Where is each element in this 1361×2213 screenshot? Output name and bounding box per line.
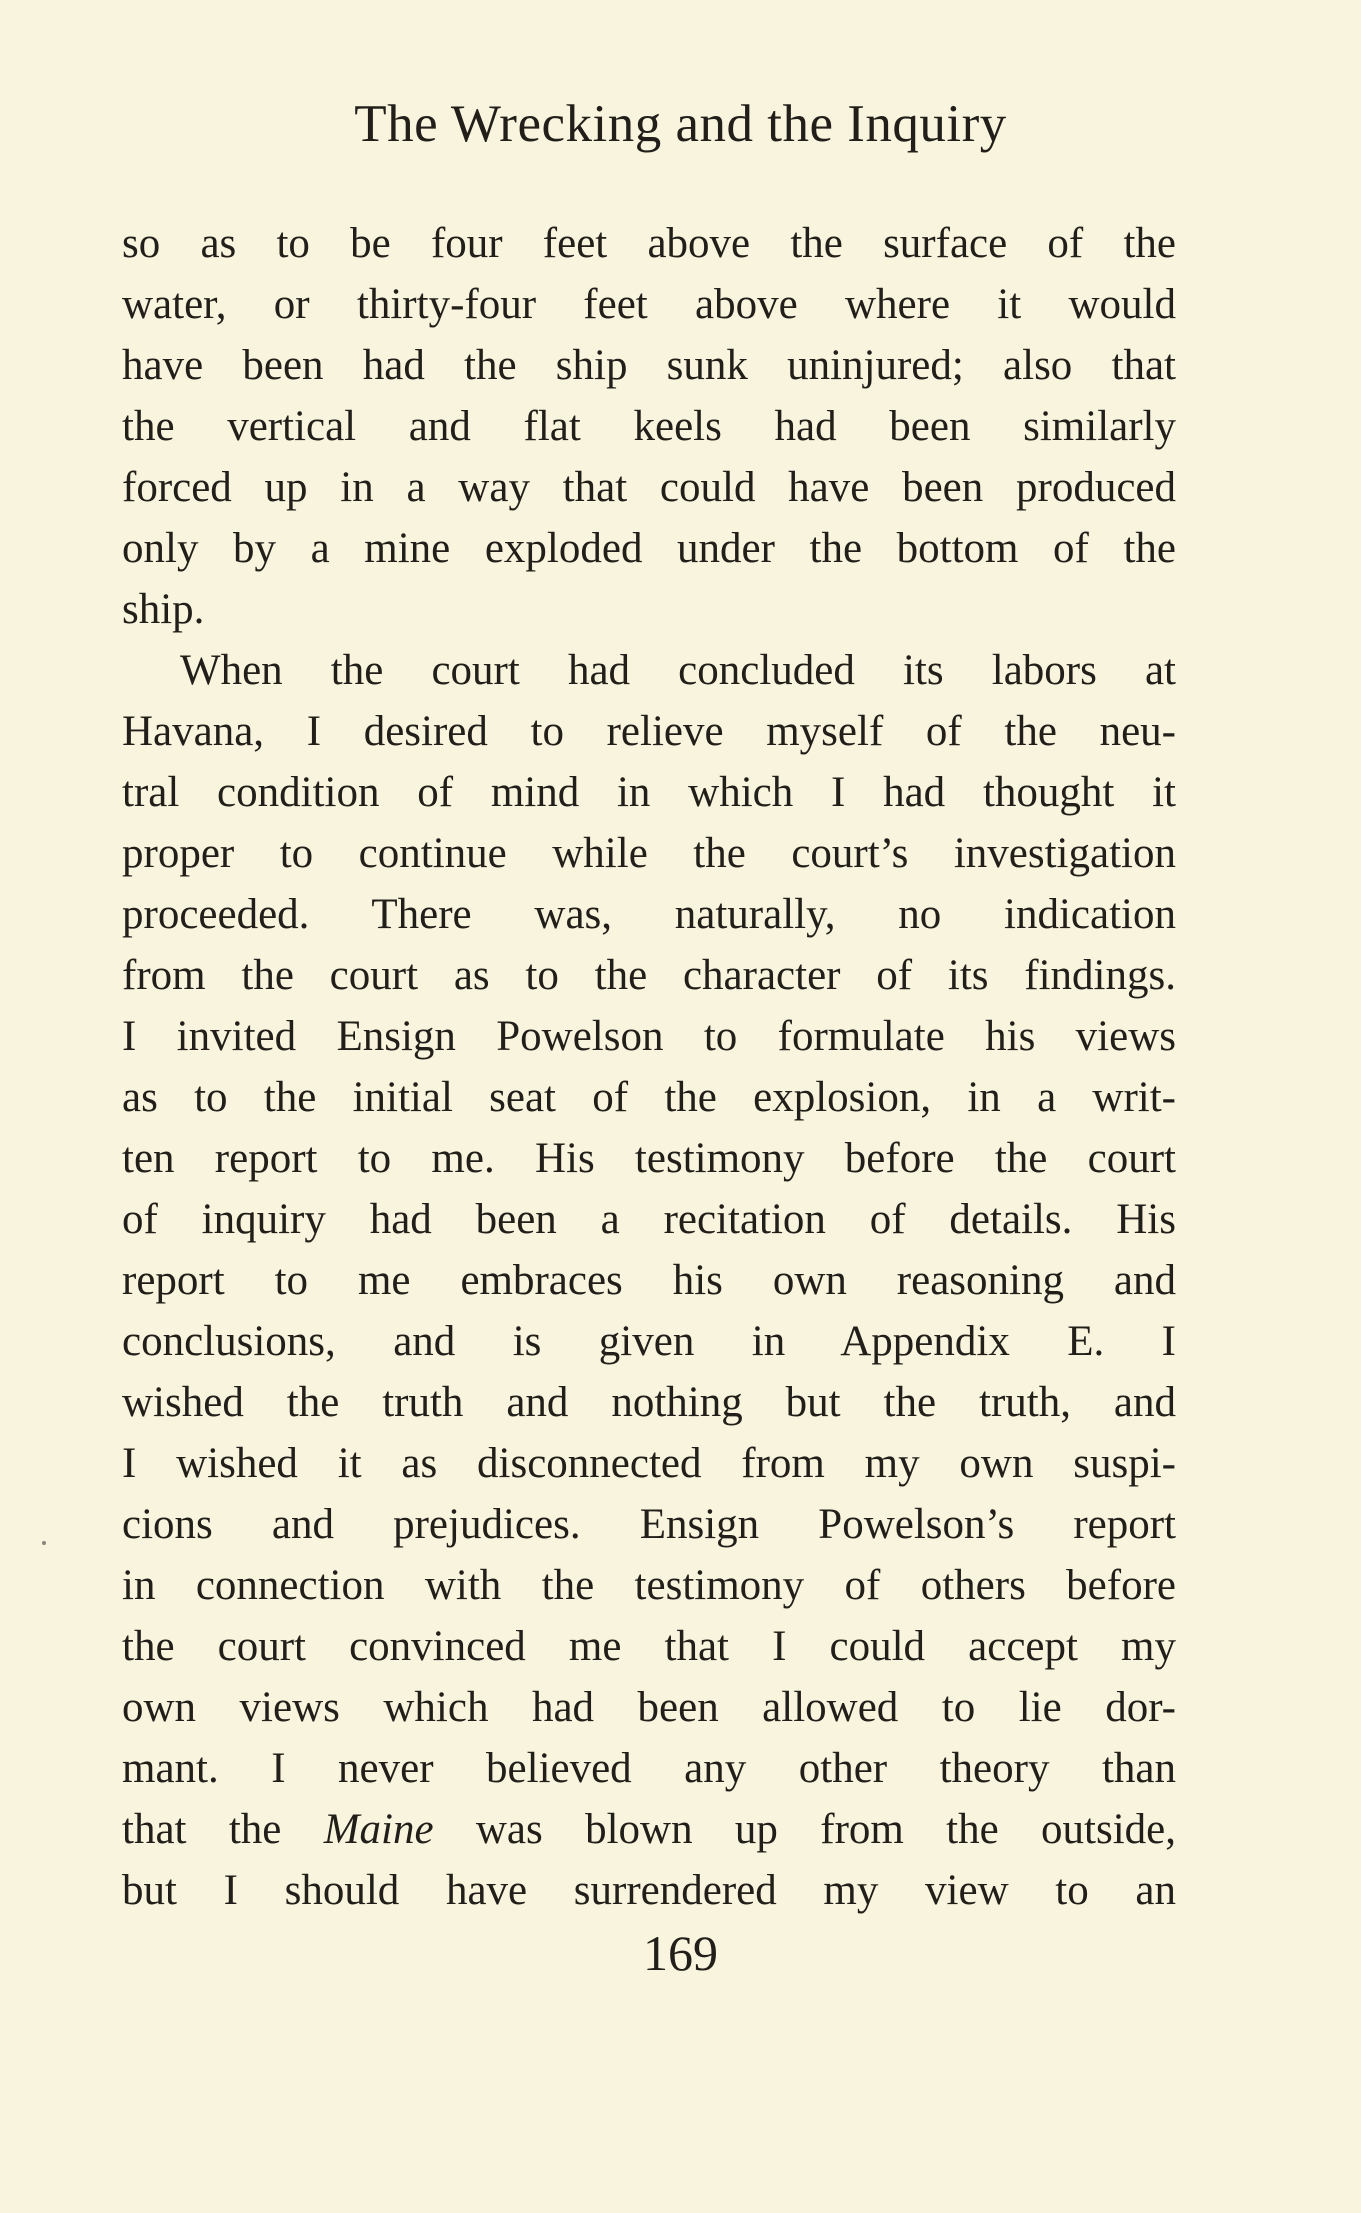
- text-line: in connection with the testimony of others before: [122, 1562, 1176, 1609]
- text-line: only by a mine exploded under the bottom of the: [122, 525, 1176, 572]
- text-line: forced up in a way that could have been produced: [122, 464, 1176, 511]
- text-line: water, or thirty-four feet above where it would: [122, 281, 1176, 328]
- text-line: of inquiry had been a recitation of details. His: [122, 1196, 1176, 1243]
- text-line: [122, 1799, 1176, 1860]
- text-line: proceeded. There was, naturally, no indication: [122, 891, 1176, 938]
- text-line: I invited Ensign Powelson to formulate his views: [122, 1013, 1176, 1060]
- text-line: mant. I never believed any other theory than: [122, 1745, 1176, 1792]
- text-line: conclusions, and is given in Appendix E. I: [122, 1318, 1176, 1365]
- running-head: The Wrecking and the Inquiry: [354, 95, 1007, 153]
- page-number: 169: [643, 1925, 718, 1981]
- text-segment: was blown up from the outside,: [433, 1806, 1177, 1853]
- text-line: have been had the ship sunk uninjured; also that: [122, 342, 1176, 389]
- text-line: report to me embraces his own reasoning and: [122, 1257, 1176, 1304]
- text-line: but I should have surrendered my view to an: [122, 1867, 1176, 1914]
- text-line: Havana, I desired to relieve myself of the neu-: [122, 708, 1176, 755]
- text-line: the vertical and flat keels had been similarly: [122, 403, 1176, 450]
- body-text: [122, 213, 1176, 1921]
- text-line: as to the initial seat of the explosion, in a writ-: [122, 1074, 1176, 1121]
- text-line: wished the truth and nothing but the truth, and: [122, 1379, 1176, 1426]
- text-line: ten report to me. His testimony before the court: [122, 1135, 1176, 1182]
- paper-speck: [42, 1541, 46, 1545]
- text-line: the court convinced me that I could accept my: [122, 1623, 1176, 1670]
- text-line: cions and prejudices. Ensign Powelson’s report: [122, 1501, 1176, 1548]
- text-line: so as to be four feet above the surface of the: [122, 220, 1176, 267]
- text-line: When the court had concluded its labors at: [180, 647, 1176, 694]
- ship-name-italic: Maine: [323, 1806, 434, 1853]
- text-line: tral condition of mind in which I had thought it: [122, 769, 1176, 816]
- text-line: own views which had been allowed to lie dor-: [122, 1684, 1176, 1731]
- text-line: from the court as to the character of its findings.: [122, 952, 1176, 999]
- text-line: I wished it as disconnected from my own suspi-: [122, 1440, 1176, 1487]
- text-line: ship.: [122, 586, 205, 633]
- text-line: proper to continue while the court’s investigation: [122, 830, 1176, 877]
- text-segment: that the: [122, 1806, 324, 1853]
